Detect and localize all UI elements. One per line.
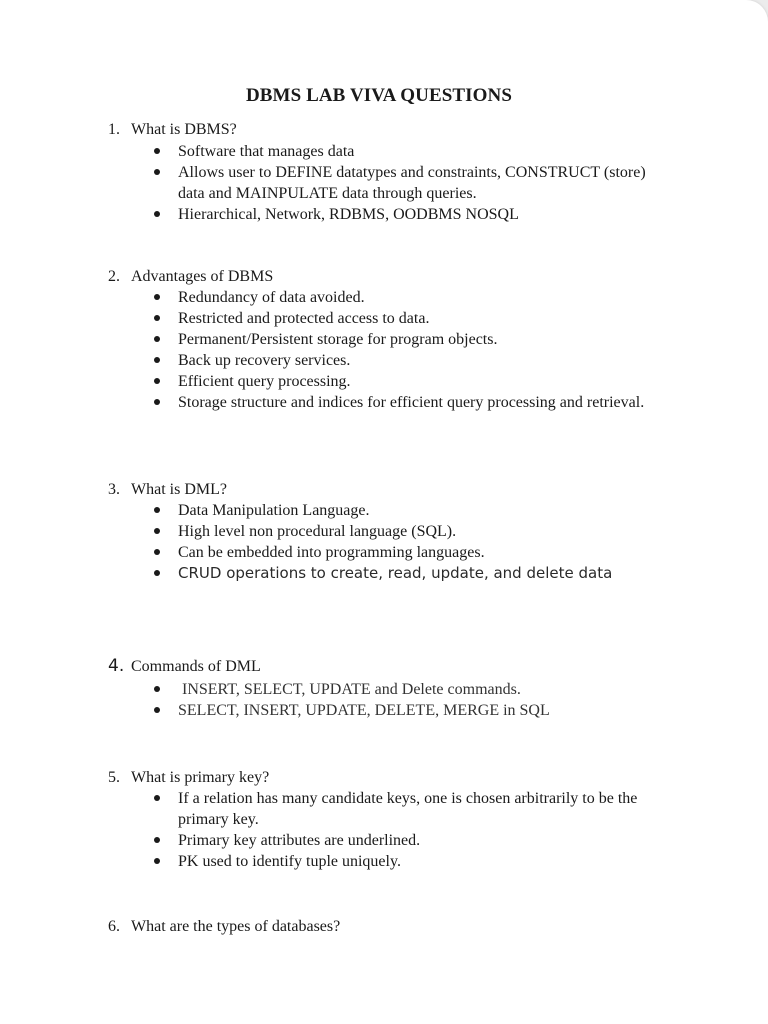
answer-item: Restricted and protected access to data. [154, 308, 674, 329]
answer-item: Efficient query processing. [154, 371, 674, 392]
question-text: Advantages of DBMS [131, 268, 274, 285]
question-number: 5. [108, 769, 120, 786]
question-text: What is DML? [131, 481, 227, 498]
answer-list [154, 141, 674, 225]
bullet-icon [154, 169, 160, 175]
bullet-icon [154, 528, 160, 534]
bullet-icon [154, 837, 160, 843]
answer-list [154, 679, 674, 721]
bullet-icon [154, 211, 160, 217]
answer-item: PK used to identify tuple uniquely. [154, 851, 674, 872]
question-number: 3. [108, 481, 120, 498]
question-text: What are the types of databases? [131, 918, 341, 935]
answer-item: Allows user to DEFINE datatypes and constraints, CONSTRUCT (store) data and MAINPULATE data through queries. [154, 162, 674, 204]
question-text: What is primary key? [131, 769, 270, 786]
answer-item: Can be embedded into programming languages. [154, 542, 674, 563]
bullet-icon [154, 507, 160, 513]
question-number: 4. [108, 656, 125, 676]
bullet-icon [154, 315, 160, 321]
question-text: Commands of DML [131, 658, 261, 675]
answer-list [154, 788, 674, 872]
answer-item: Back up recovery services. [154, 350, 674, 371]
bullet-icon [154, 858, 160, 864]
answer-item: CRUD operations to create, read, update, and delete data [154, 563, 658, 584]
document-title: DBMS LAB VIVA QUESTIONS [245, 85, 513, 106]
bullet-icon [154, 148, 160, 154]
question-number: 6. [108, 918, 120, 935]
bullet-icon [154, 549, 160, 555]
answer-item: If a relation has many candidate keys, one is chosen arbitrarily to be the primary key. [154, 788, 674, 830]
answer-list [154, 287, 674, 413]
bullet-icon [154, 336, 160, 342]
bullet-icon [154, 378, 160, 384]
bullet-icon [154, 707, 160, 713]
answer-item: INSERT, SELECT, UPDATE and Delete commands. [154, 679, 674, 700]
bullet-icon [154, 570, 160, 576]
question-text: What is DBMS? [131, 121, 237, 138]
answer-item: High level non procedural language (SQL). [154, 521, 674, 542]
answer-item: Data Manipulation Language. [154, 500, 674, 521]
answer-item: Redundancy of data avoided. [154, 287, 674, 308]
question-number: 2. [108, 268, 120, 285]
answer-item: SELECT, INSERT, UPDATE, DELETE, MERGE in SQL [154, 700, 674, 721]
answer-item: Hierarchical, Network, RDBMS, OODBMS NOSQL [154, 204, 674, 225]
answer-item: Storage structure and indices for efficient query processing and retrieval. [154, 392, 674, 413]
answer-item: Software that manages data [154, 141, 674, 162]
answer-item: Permanent/Persistent storage for program objects. [154, 329, 674, 350]
question-number: 1. [108, 121, 120, 138]
bullet-icon [154, 294, 160, 300]
answer-item: Primary key attributes are underlined. [154, 830, 674, 851]
bullet-icon [154, 399, 160, 405]
bullet-icon [154, 357, 160, 363]
bullet-icon [154, 795, 160, 801]
bullet-icon [154, 686, 160, 692]
answer-list [154, 500, 674, 584]
